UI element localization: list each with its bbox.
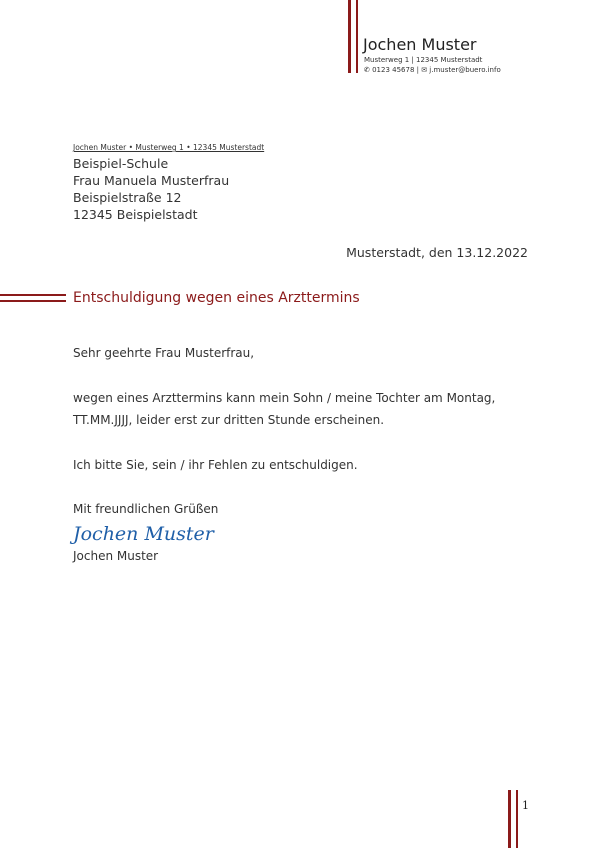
header-accent-bar-right <box>356 0 358 73</box>
subject-rule-top <box>0 294 66 296</box>
body-paragraph-1-line-1: wegen eines Arzttermins kann mein Sohn / meine Tochter am Montag, <box>73 391 496 405</box>
sender-name: Jochen Muster <box>363 35 477 54</box>
sender-address: Musterweg 1 | 12345 Musterstadt <box>364 56 483 64</box>
return-address-line: Jochen Muster • Musterweg 1 • 12345 Musterstadt <box>73 143 265 152</box>
header-accent-bar-left <box>348 0 351 73</box>
sender-contact: ✆ 0123 45678 | ✉ j.muster@buero.info <box>364 66 501 74</box>
recipient-line: 12345 Beispielstadt <box>73 207 198 222</box>
handwritten-signature: Jochen Muster <box>73 523 214 545</box>
subject-line: Entschuldigung wegen eines Arzttermins <box>73 290 360 306</box>
page-number: 1 <box>522 799 529 812</box>
recipient-line: Frau Manuela Musterfrau <box>73 173 230 188</box>
body-paragraph-1-line-2: TT.MM.JJJJ, leider erst zur dritten Stunde erscheinen. <box>73 413 385 427</box>
footer-accent-bar-right <box>516 790 518 848</box>
recipient-line: Beispiel-Schule <box>73 156 169 171</box>
recipient-address-block <box>73 155 229 223</box>
closing-phrase: Mit freundlichen Grüßen <box>73 502 219 516</box>
salutation: Sehr geehrte Frau Musterfrau, <box>73 346 255 360</box>
recipient-line: Beispielstraße 12 <box>73 190 182 205</box>
subject-rule-bottom <box>0 300 66 302</box>
footer-accent-bar-left <box>508 790 511 848</box>
body-paragraph-2: Ich bitte Sie, sein / ihr Fehlen zu entschuldigen. <box>73 458 358 472</box>
signer-name: Jochen Muster <box>73 549 159 563</box>
date-line: Musterstadt, den 13.12.2022 <box>346 245 528 260</box>
